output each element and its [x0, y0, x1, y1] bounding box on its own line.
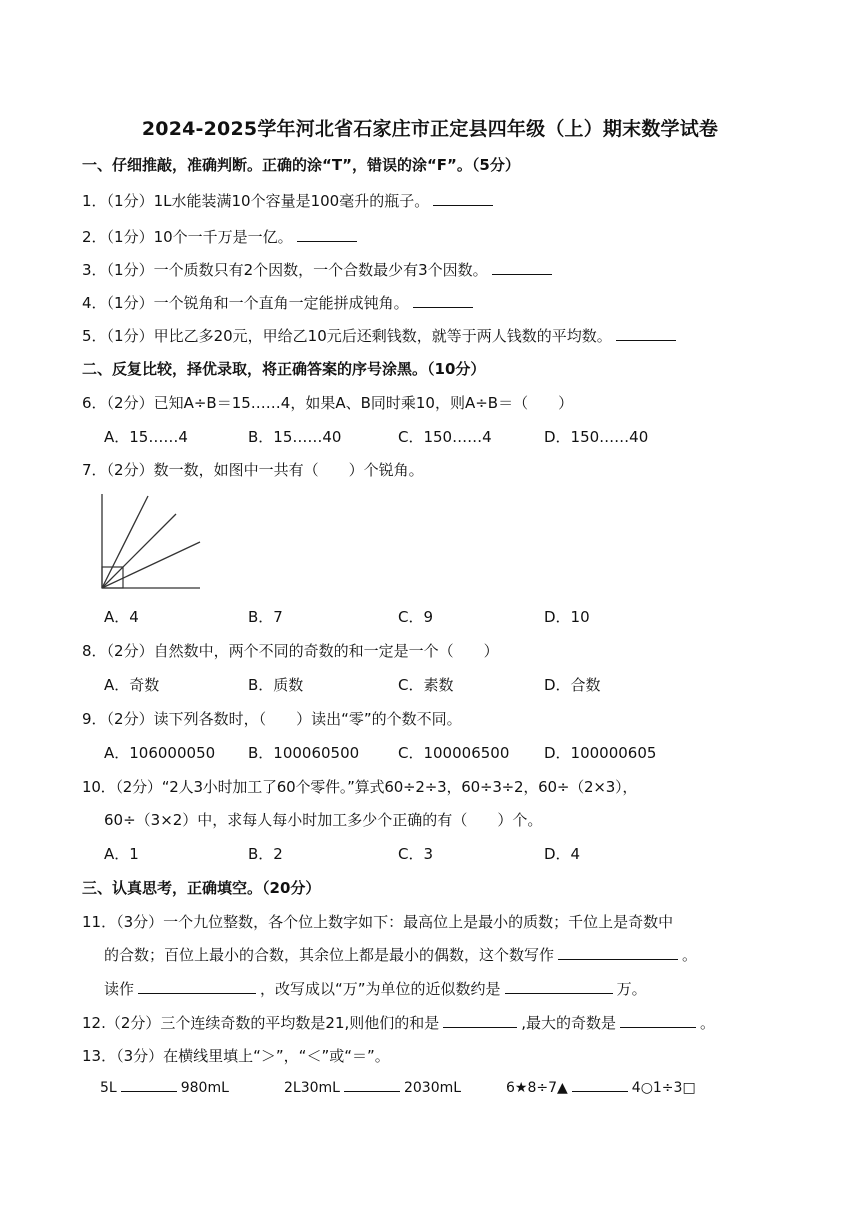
q7-option-a[interactable]: A．4 [104, 608, 139, 626]
largest-odd-blank[interactable] [620, 1026, 696, 1028]
ray-1 [102, 496, 148, 588]
question-1-text: 1．（1分）1L水能装满10个容量是100毫升的瓶子。 [82, 192, 430, 210]
compare-right: 980mL [180, 1080, 229, 1096]
question-11-text-3: 读作 [104, 980, 135, 998]
compare-left: 2L30mL [284, 1080, 340, 1096]
acute-angles-figure [96, 490, 206, 590]
section-3-heading: 三、认真思考，正确填空。（20分） [82, 879, 321, 897]
question-3 [82, 259, 556, 280]
q10-option-d[interactable]: D．4 [544, 845, 581, 863]
ray-2 [102, 514, 176, 588]
section-2-heading: 二、反复比较，择优录取，将正确答案的序号涂黑。（10分） [82, 360, 486, 378]
q8-option-a[interactable]: A．奇数 [104, 676, 160, 694]
q6-option-b[interactable]: B．15……40 [248, 428, 342, 446]
question-2-text: 2．（1分）10个一千万是一亿。 [82, 228, 293, 246]
compare-blank[interactable] [572, 1090, 628, 1092]
compare-left: 6★8÷7▲ [506, 1080, 568, 1096]
compare-right: 4○1÷3□ [631, 1080, 696, 1096]
sum-blank[interactable] [443, 1026, 517, 1028]
question-4 [82, 292, 477, 313]
compare-blank[interactable] [121, 1090, 177, 1092]
number-written-blank[interactable] [558, 958, 678, 960]
question-10-line-2: 60÷（3×2）中，求每人每小时加工多少个正确的有（ ）个。 [104, 811, 543, 829]
q6-option-c[interactable]: C．150……4 [398, 428, 492, 446]
section-1-heading: 一、仔细推敲，准确判断。正确的涂“T”，错误的涂“F”。（5分） [82, 156, 520, 174]
q6-option-a[interactable]: A．15……4 [104, 428, 188, 446]
answer-blank[interactable] [616, 339, 676, 341]
q10-option-a[interactable]: A．1 [104, 845, 139, 863]
question-10-line-1: 10．（2分）“2人3小时加工了60个零件。”算式60÷2÷3，60÷3÷2，60÷（2×3）， [82, 778, 638, 796]
exam-title: 2024-2025学年河北省石家庄市正定县四年级（上）期末数学试卷 [141, 118, 719, 140]
q7-option-d[interactable]: D．10 [544, 608, 590, 626]
q9-option-b[interactable]: B．100060500 [248, 744, 360, 762]
question-1 [82, 190, 497, 211]
answer-blank[interactable] [297, 240, 357, 242]
q7-option-b[interactable]: B．7 [248, 608, 283, 626]
question-11-text-4: ，改写成以“万”为单位的近似数约是 [260, 980, 501, 998]
question-11-line-2 [104, 944, 697, 965]
punctuation: 。 [682, 946, 698, 964]
question-7: 7．（2分）数一数，如图中一共有（ ）个锐角。 [82, 461, 424, 479]
question-9: 9．（2分）读下列各数时，（ ）读出“零”的个数不同。 [82, 710, 462, 728]
q10-option-c[interactable]: C．3 [398, 845, 434, 863]
answer-blank[interactable] [492, 273, 552, 275]
question-4-text: 4．（1分）一个锐角和一个直角一定能拼成钝角。 [82, 294, 409, 312]
question-12-text: 12.（2分）三个连续奇数的平均数是21,则他们的和是 [82, 1014, 440, 1032]
question-11-text-2: 的合数；百位上最小的合数，其余位上都是最小的偶数，这个数写作 [104, 946, 555, 964]
compare-item-2 [284, 1080, 461, 1096]
compare-right: 2030mL [403, 1080, 462, 1096]
compare-item-1 [100, 1080, 229, 1096]
question-2 [82, 226, 361, 247]
question-11-line-3 [104, 978, 647, 999]
question-12 [82, 1012, 715, 1033]
compare-blank[interactable] [344, 1090, 400, 1092]
compare-left: 5L [100, 1080, 117, 1096]
q10-option-b[interactable]: B．2 [248, 845, 283, 863]
q7-option-c[interactable]: C．9 [398, 608, 434, 626]
q9-option-d[interactable]: D．100000605 [544, 744, 657, 762]
q6-option-d[interactable]: D．150……40 [544, 428, 649, 446]
q8-option-b[interactable]: B．质数 [248, 676, 304, 694]
question-5-text: 5．（1分）甲比乙多20元，甲给乙10元后还剩钱数，就等于两人钱数的平均数。 [82, 327, 612, 345]
q8-option-d[interactable]: D．合数 [544, 676, 601, 694]
question-13: 13．（3分）在横线里填上“＞”，“＜”或“＝”。 [82, 1047, 390, 1065]
approx-number-blank[interactable] [505, 992, 613, 994]
question-5 [82, 325, 680, 346]
number-read-blank[interactable] [138, 992, 256, 994]
ray-3 [102, 542, 200, 588]
answer-blank[interactable] [433, 204, 493, 206]
question-6: 6．（2分）已知A÷B＝15……4，如果A、B同时乘10，则A÷B＝（ ） [82, 394, 574, 412]
answer-blank[interactable] [413, 306, 473, 308]
q9-option-a[interactable]: A．106000050 [104, 744, 216, 762]
question-12-text-2: ,最大的奇数是 [521, 1014, 617, 1032]
question-11-line-1: 11．（3分）一个九位整数，各个位上数字如下：最高位上是最小的质数；千位上是奇数中 [82, 913, 674, 931]
question-3-text: 3．（1分）一个质数只有2个因数，一个合数最少有3个因数。 [82, 261, 488, 279]
question-11-text-5: 万。 [616, 980, 647, 998]
question-8: 8．（2分）自然数中，两个不同的奇数的和一定是一个（ ） [82, 642, 499, 660]
q8-option-c[interactable]: C．素数 [398, 676, 454, 694]
compare-item-3 [506, 1080, 696, 1096]
punctuation: 。 [700, 1014, 716, 1032]
q9-option-c[interactable]: C．100006500 [398, 744, 510, 762]
